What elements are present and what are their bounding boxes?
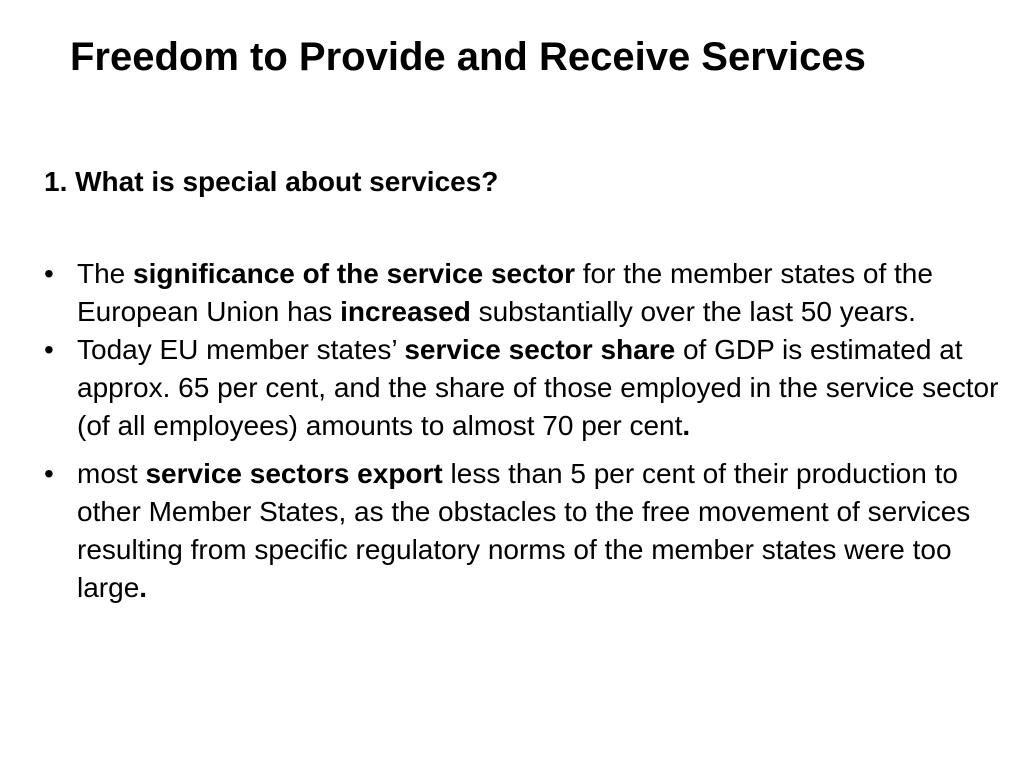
bullet-period: .	[139, 572, 148, 603]
bullet-text: The	[77, 258, 134, 289]
bullet-item	[44, 331, 1004, 445]
bullet-emphasis: service sector share	[404, 334, 676, 365]
bullet-text: for the member states of the European Union has	[77, 258, 933, 327]
bullet-text: Today EU member states’	[77, 334, 405, 365]
bullet-emphasis: significance of the service sector	[133, 258, 575, 289]
bullet-list	[44, 255, 1004, 607]
bullet-emphasis: increased	[340, 296, 471, 327]
bullet-marker: •	[44, 258, 54, 289]
bullet-text: of GDP is estimated at approx. 65 per cent, and the share of those employed in the service sector (of all employees) amounts to almost 70 per cent	[77, 334, 999, 441]
bullet-period: .	[682, 410, 691, 441]
bullet-item	[44, 455, 1004, 607]
bullet-marker: •	[44, 458, 54, 489]
slide-title: Freedom to Provide and Receive Services	[70, 35, 866, 79]
bullet-text: substantially over the last 50 years.	[470, 296, 916, 327]
section-heading: 1. What is special about services?	[44, 166, 499, 197]
bullet-emphasis: service sectors export	[145, 458, 443, 489]
bullet-text: less than 5 per cent of their production to other Member States, as the obstacles to the free movement of services resulting from specific regulatory norms of the member states were too large	[77, 458, 971, 603]
bullet-item	[44, 255, 1004, 331]
bullet-text: most	[77, 458, 146, 489]
bullet-marker: •	[44, 334, 54, 365]
